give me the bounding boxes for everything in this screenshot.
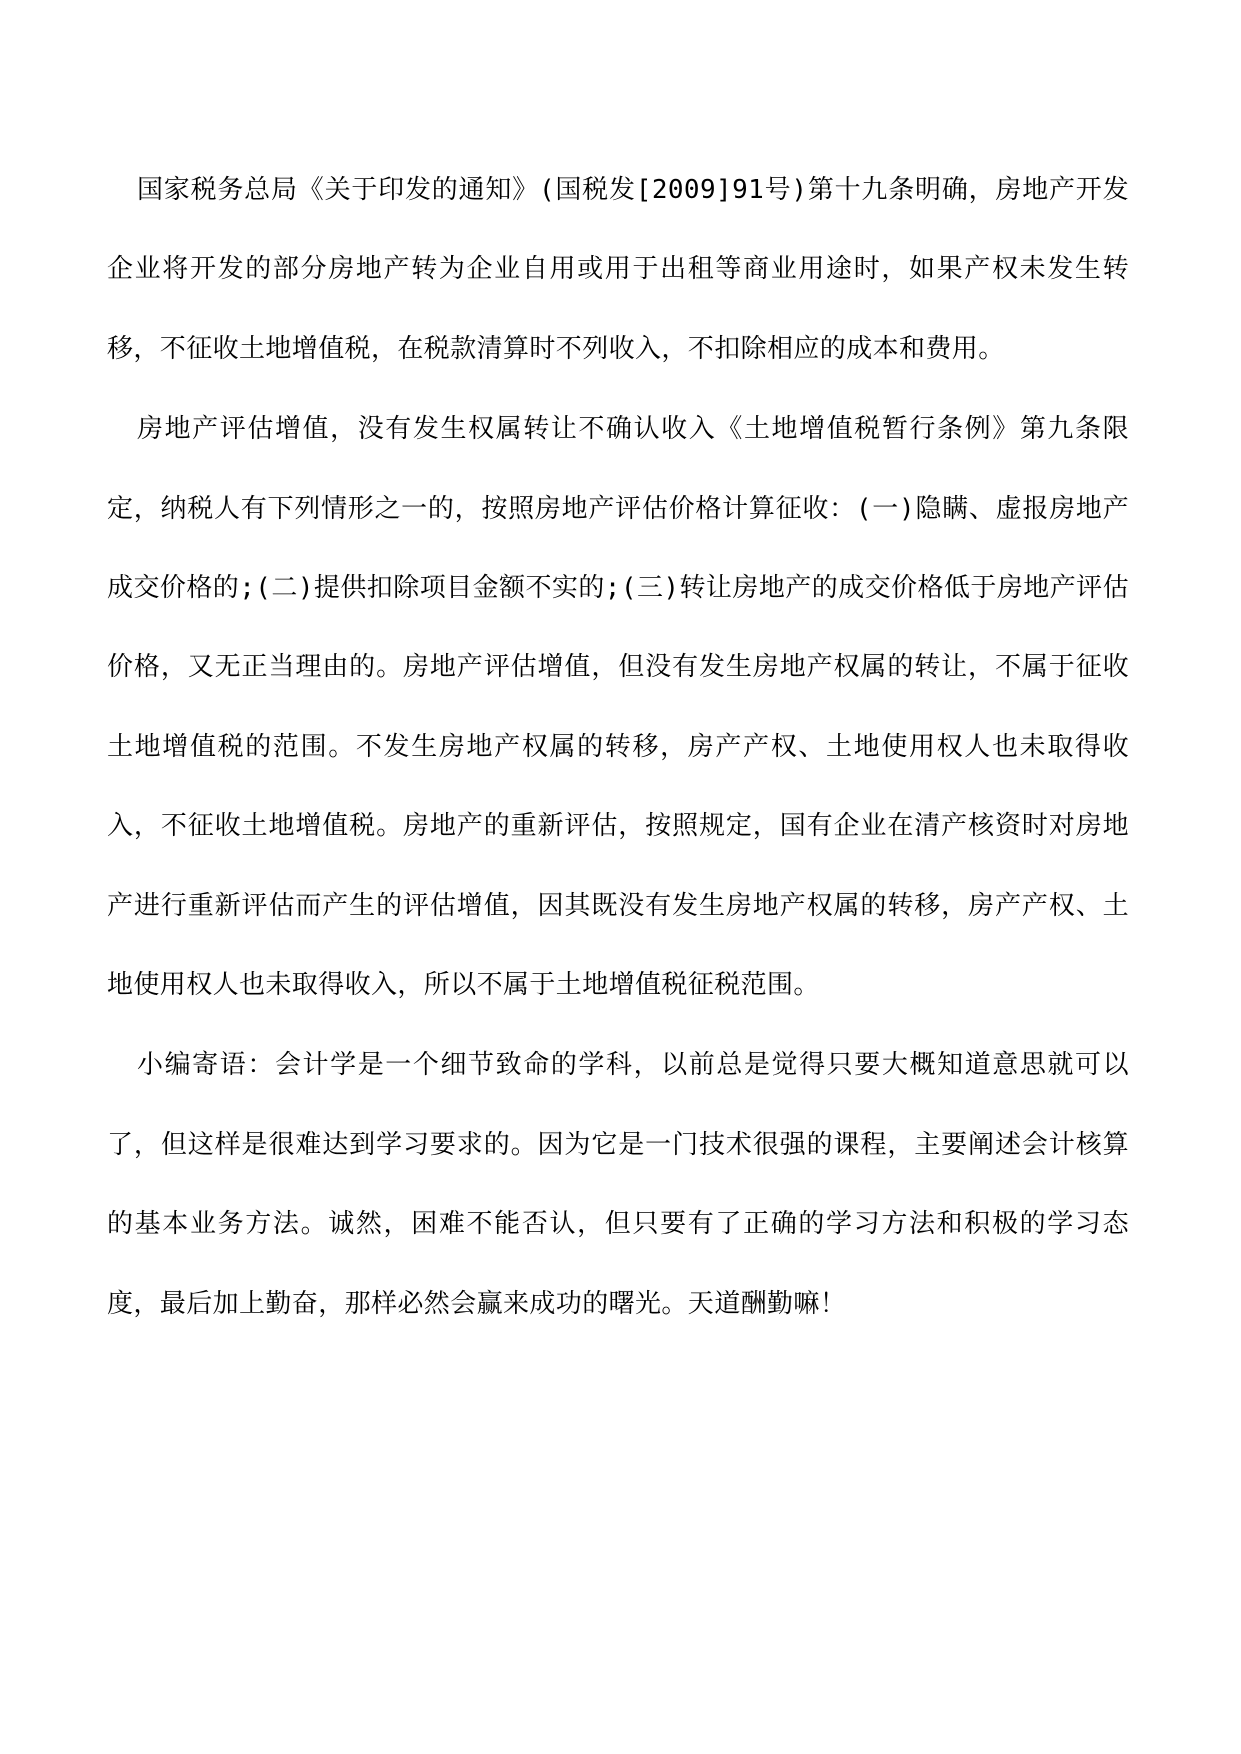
paragraph-appraisal-increment: 房地产评估增值，没有发生权属转让不确认收入《土地增值税暂行条例》第九条限定，纳税人有下列情形之一的，按照房地产评估价格计算征收：(一)隐瞒、虚报房地产成交价格的;(二)提供扣除项目金额不实的;(三)转让房地产的成交价格低于房地产评估价格，又无正当理由的。房地产评估增值，但没有发生房地产权属的转让，不属于征收土地增值税的范围。不发生房地产权属的转移，房产产权、土地使用权人也未取得收入，不征收土地增值税。房地产的重新评估，按照规定，国有企业在清产核资时对房地产进行重新评估而产生的评估增值，因其既没有发生房地产权属的转移，房产产权、土地使用权人也未取得收入，所以不属于土地增值税征税范围。	[107, 414, 1129, 1001]
document-body	[107, 151, 1129, 1344]
paragraph-editor-note: 小编寄语：会计学是一个细节致命的学科，以前总是觉得只要大概知道意思就可以了，但这样是很难达到学习要求的。因为它是一门技术很强的课程，主要阐述会计核算的基本业务方法。诚然，困难不能否认，但只要有了正确的学习方法和积极的学习态度，最后加上勤奋，那样必然会赢来成功的曙光。天道酬勤嘛！	[107, 1050, 1129, 1319]
paragraph-land-tax-notice: 国家税务总局《关于印发的通知》(国税发[2009]91号)第十九条明确，房地产开发企业将开发的部分房地产转为企业自用或用于出租等商业用途时，如果产权未发生转移，不征收土地增值税，在税款清算时不列收入，不扣除相应的成本和费用。	[107, 175, 1129, 364]
